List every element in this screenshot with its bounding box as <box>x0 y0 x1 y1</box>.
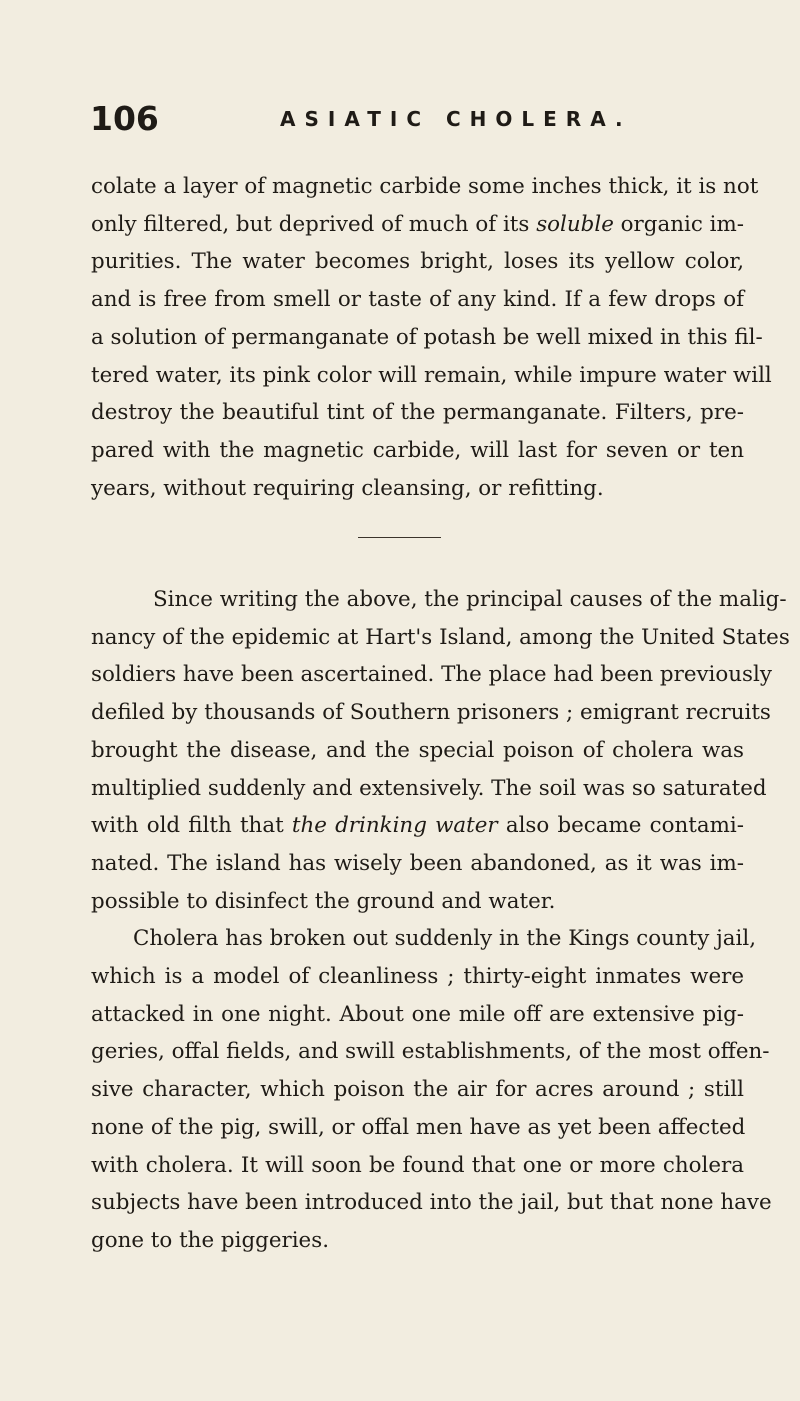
text-line: defiled by thousands of Southern prisoners ; emigrant recruits <box>91 700 771 726</box>
paragraph-harts-island <box>91 581 790 1260</box>
page-number: 106 <box>90 99 159 138</box>
page-header <box>90 96 730 142</box>
text-line: destroy the beautiful tint of the permanganate. Filters, pre- <box>91 400 744 426</box>
text-span: organic im- <box>620 211 744 237</box>
italic-emphasis: soluble <box>536 211 614 237</box>
text-line: nated. The island has wisely been abandoned, as it was im- <box>91 850 744 876</box>
text-line: years, without requiring cleansing, or refitting. <box>91 475 604 501</box>
text-line: geries, offal fields, and swill establishments, of the most offen- <box>91 1039 770 1065</box>
text-line: none of the pig, swill, or offal men have as yet been affected <box>91 1114 746 1140</box>
text-line <box>91 206 744 244</box>
text-line: brought the disease, and the special poison of cholera was <box>91 737 744 763</box>
text-line: sive character, which poison the air for acres around ; still <box>91 1077 744 1103</box>
text-line: Since writing the above, the principal causes of the malig- <box>153 587 787 612</box>
running-head: ASIATIC CHOLERA. <box>280 107 632 131</box>
text-line: nancy of the epidemic at Hart's Island, among the United States <box>91 624 790 650</box>
text-line: and is free from smell or taste of any kind. If a few drops of <box>91 287 744 313</box>
text-line: pared with the magnetic carbide, will last for seven or ten <box>91 437 744 463</box>
section-divider <box>358 537 441 538</box>
text-span: only filtered, but deprived of much of its <box>91 211 530 237</box>
text-line: soldiers have been ascertained. The place had been previously <box>91 662 772 688</box>
text-line: a solution of permanganate of potash be well mixed in this fil- <box>91 324 763 350</box>
text-line: with cholera. It will soon be found that one or more cholera <box>91 1152 744 1178</box>
text-line: attacked in one night. About one mile off are extensive pig- <box>91 1001 744 1027</box>
text-line: Cholera has broken out suddenly in the Kings county jail, <box>133 926 757 952</box>
text-line <box>91 807 744 845</box>
paragraph-filtration <box>91 168 772 507</box>
text-span: with old filth that <box>91 813 284 839</box>
text-line: which is a model of cleanliness ; thirty-eight inmates were <box>91 964 744 990</box>
text-line: gone to the piggeries. <box>91 1227 329 1253</box>
text-line: purities. The water becomes bright, loses its yellow color, <box>91 249 744 275</box>
text-line: tered water, its pink color will remain, while impure water will <box>91 362 772 388</box>
text-line: possible to disinfect the ground and water. <box>91 888 556 914</box>
italic-emphasis: the drinking water <box>291 813 498 839</box>
text-span: also became contami- <box>505 813 744 839</box>
text-line: multiplied suddenly and extensively. The soil was so saturated <box>91 775 767 801</box>
text-line: colate a layer of magnetic carbide some inches thick, it is not <box>91 174 759 199</box>
text-line: subjects have been introduced into the jail, but that none have <box>91 1190 772 1216</box>
